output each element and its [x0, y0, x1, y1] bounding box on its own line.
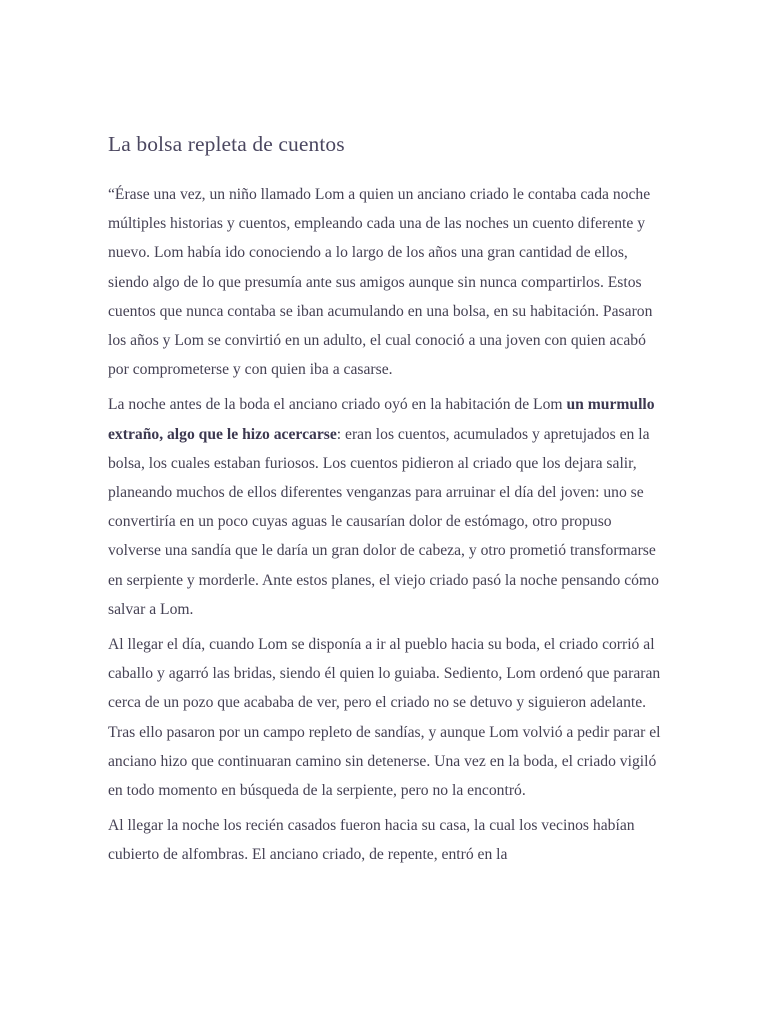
paragraph-4: Al llegar la noche los recién casados fueron hacia su casa, la cual los vecinos habían cubierto de alfombras. El anciano criado, de repente, entró en la [108, 816, 635, 864]
paragraph-2-text-before: La noche antes de la boda el anciano criado oyó en la habitación de Lom [108, 395, 567, 414]
paragraph-2 [108, 390, 668, 624]
paragraph-2-bold-phrase: un murmullo extraño, algo que le hizo acercarse [108, 395, 655, 443]
document-body [108, 128, 668, 876]
paragraph-2-text-after: : eran los cuentos, acumulados y apretujados en la bolsa, los cuales estaban furiosos. Los cuentos pidieron al criado que los dejara salir, planeando muchos de ellos diferentes venganzas para arruinar el día del joven: uno se convertiría en un poco cuyas aguas le causarían dolor de estómago, otro propuso volverse una sandía que le daría un gran dolor de cabeza, y otro prometió transformarse en serpiente y morderle. Ante estos planes, el viejo criado pasó la noche pensando cómo salvar a Lom. [108, 424, 659, 618]
paragraph-1: “Érase una vez, un niño llamado Lom a quien un anciano criado le contaba cada noche múltiples historias y cuentos, empleando cada una de las noches un cuento diferente y nuevo. Lom había ido conociendo a lo largo de los años una gran cantidad de ellos, siendo algo de lo que presumía ante sus amigos aunque sin nunca compartirlos. Estos cuentos que nunca contaba se iban acumulando en una bolsa, en su habitación. Pasaron los años y Lom se convirtió en un adulto, el cual conoció a una joven con quien acabó por comprometerse y con quien iba a casarse. [108, 185, 653, 379]
page-title: La bolsa repleta de cuentos [108, 132, 345, 156]
paragraph-3: Al llegar el día, cuando Lom se disponía a ir al pueblo hacia su boda, el criado corrió al caballo y agarró las bridas, siendo él quien lo guiaba. Sediento, Lom ordenó que pararan cerca de un pozo que acababa de ver, pero el criado no se detuvo y siguieron adelante. Tras ello pasaron por un campo repleto de sandías, y aunque Lom volvió a pedir parar el anciano hizo que continuaran camino sin detenerse. Una vez en la boda, el criado vigiló en todo momento en búsqueda de la serpiente, pero no la encontró. [108, 635, 661, 800]
